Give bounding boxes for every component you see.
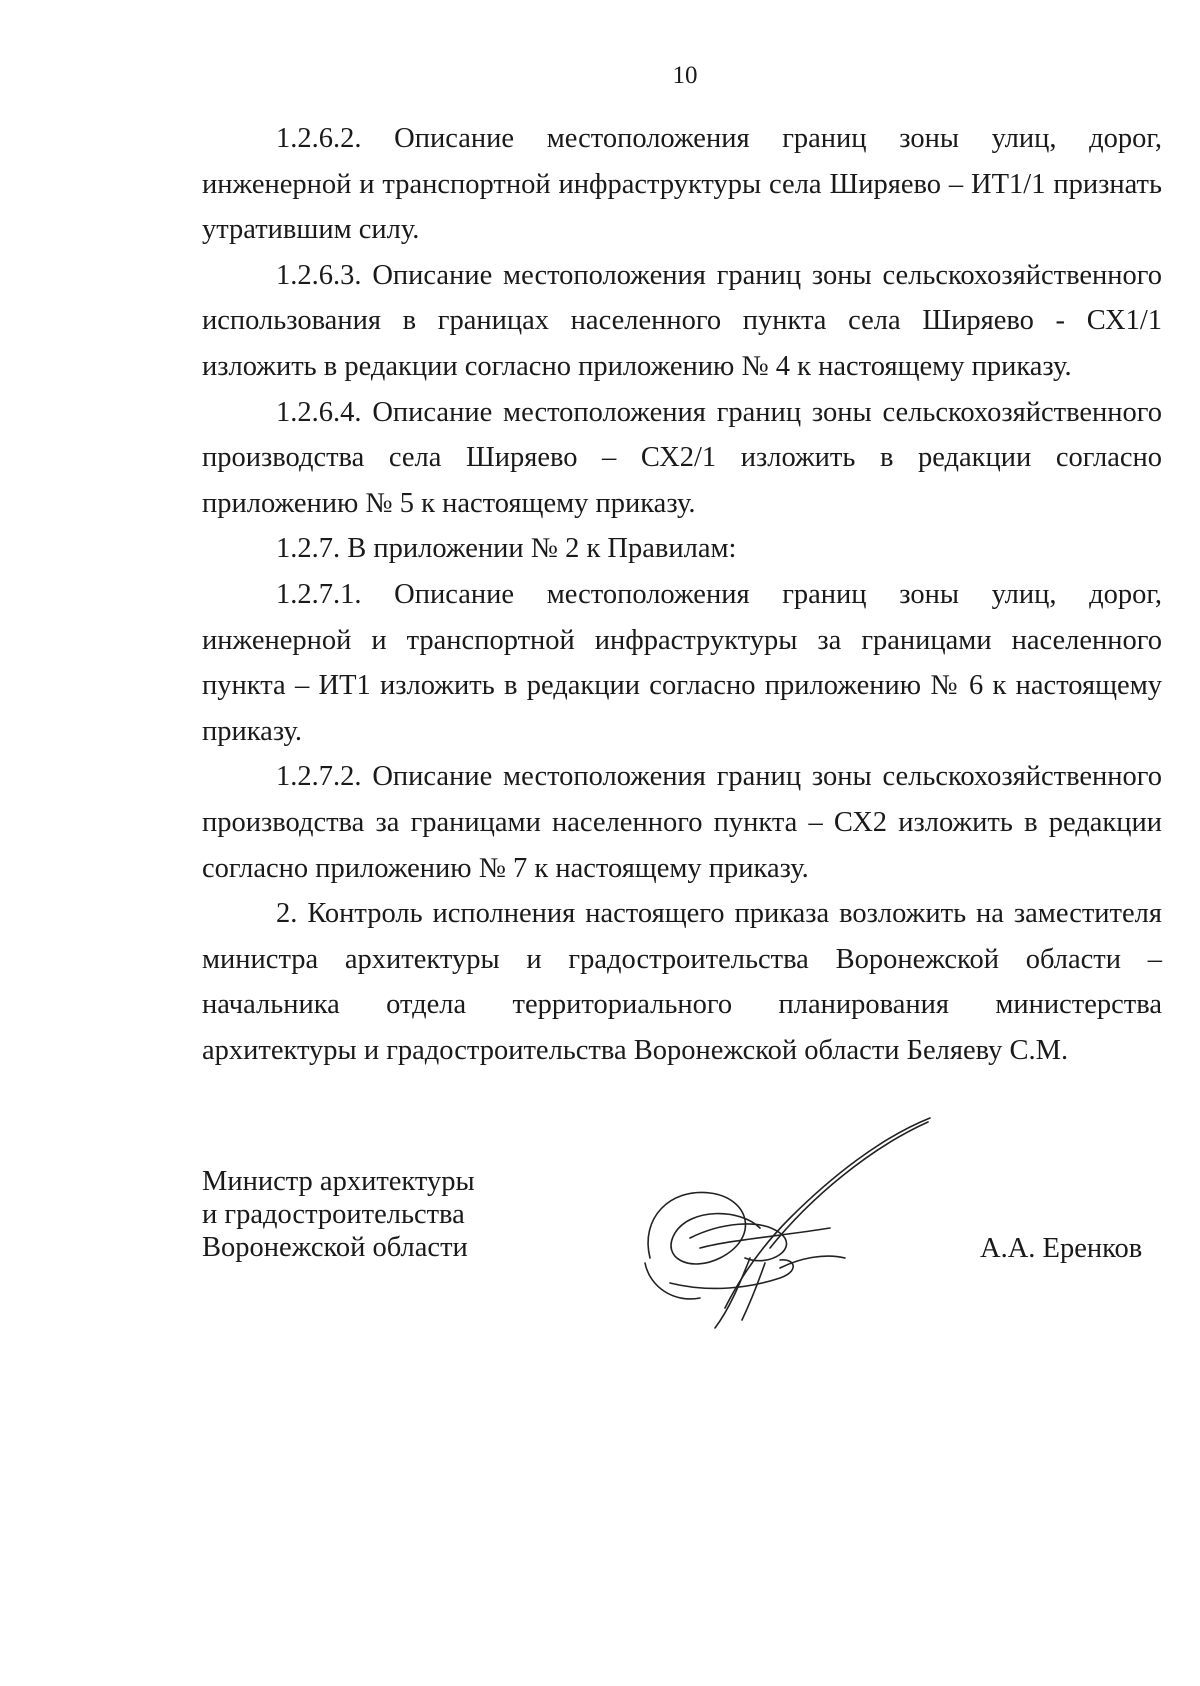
document-body [202,116,1162,1073]
page-number: 10 [672,62,698,89]
paragraph-2-control: 2. Контроль исполнения настоящего приказа возложить на заместителя министра архитектуры и градостроительства Воронежской области – начальника отдела территориального планирования министерства архитектуры и градостроительства Воронежской области Беляеву С.М. [202,898,1162,1066]
paragraph-1-2-7-1: 1.2.7.1. Описание местоположения границ зоны улиц, дорог, инженерной и транспортной инфраструктуры за границами населенного пункта – ИТ1 изложить в редакции согласно приложению № 6 к настоящему приказу. [202,578,1162,747]
paragraph-1-2-7-2: 1.2.7.2. Описание местоположения границ зоны сельскохозяйственного производства за границами населенного пункта – СХ2 изложить в редакции согласно приложению № 7 к настоящему приказу. [202,761,1162,884]
signatory-position-line: Воронежской области [202,1232,468,1263]
signatory-position-line: Министр архитектуры [202,1166,475,1197]
paragraph-1-2-6-4: 1.2.6.4. Описание местоположения границ зоны сельскохозяйственного производства села Ширяево – СХ2/1 изложить в редакции согласно приложению № 5 к настоящему приказу. [202,396,1162,519]
signatory-position-line: и градостроительства [202,1199,465,1230]
handwritten-signature [630,1108,970,1338]
signatory-position [202,1165,475,1264]
paragraph-1-2-7: 1.2.7. В приложении № 2 к Правилам: [276,533,737,565]
signatory-name: А.А. Еренков [980,1233,1143,1264]
paragraph-1-2-6-2: 1.2.6.2. Описание местоположения границ зоны улиц, дорог, инженерной и транспортной инфраструктуры села Ширяево – ИТ1/1 признать утратившим силу. [202,123,1162,246]
paragraph-1-2-6-3: 1.2.6.3. Описание местоположения границ зоны сельскохозяйственного использования в границах населенного пункта села Ширяево - СХ1/1 изложить в редакции согласно приложению № 4 к настоящему приказу. [202,259,1162,382]
